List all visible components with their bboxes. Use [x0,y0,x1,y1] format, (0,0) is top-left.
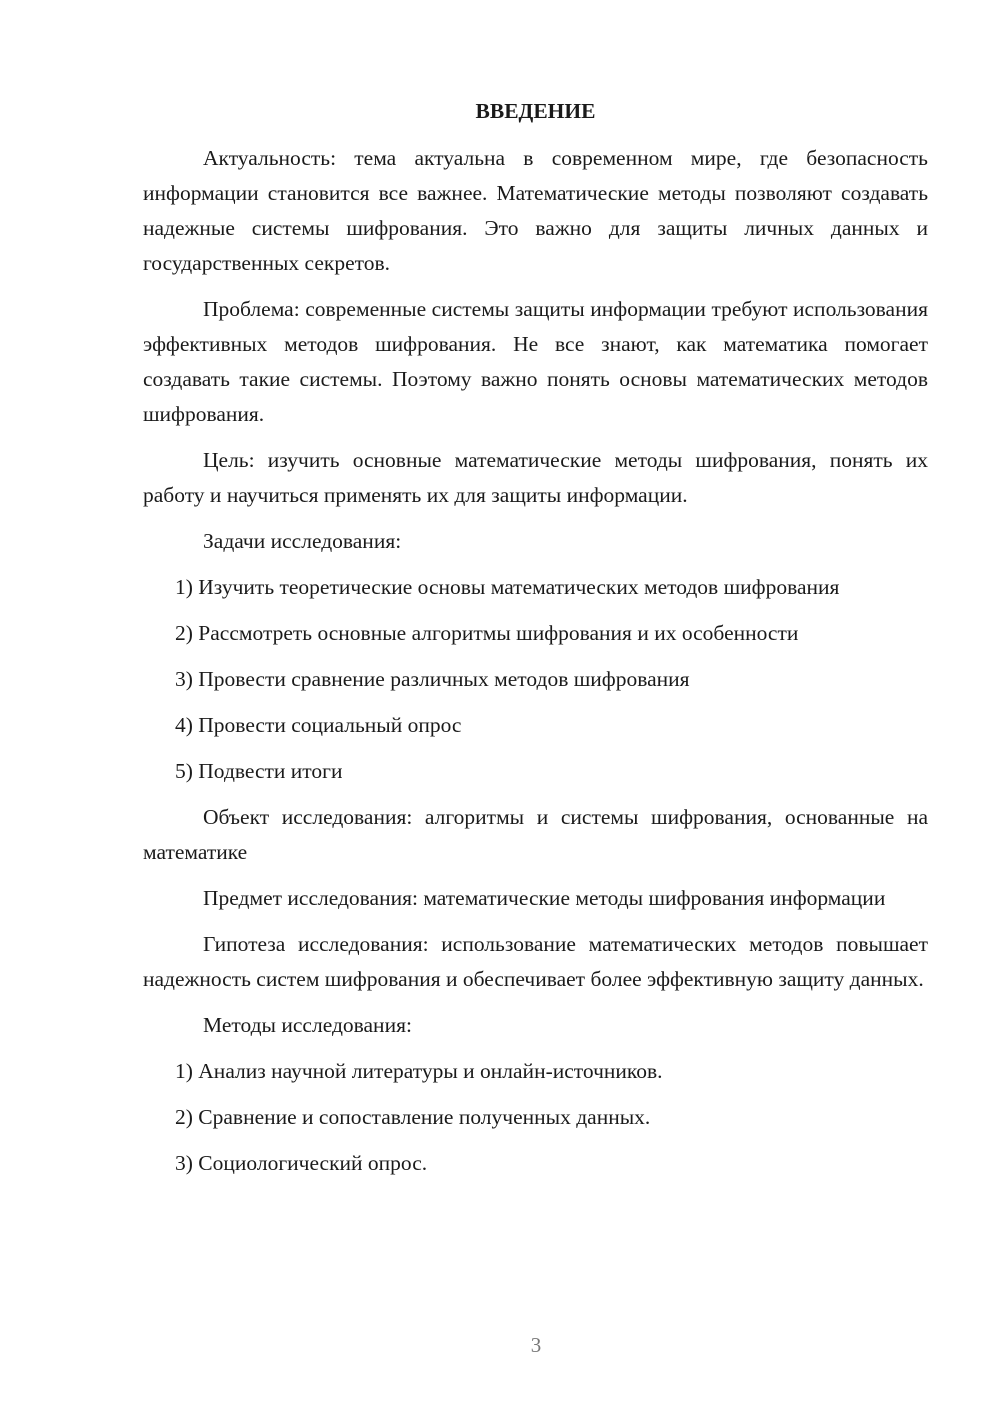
page-number: 3 [530,1333,542,1357]
method-item: 1) Анализ научной литературы и онлайн-источников. [175,1059,663,1083]
task-item: 4) Провести социальный опрос [175,713,462,737]
relevance-paragraph: Актуальность: тема актуальна в современном мире, где безопасность информации становится все важнее. Математические методы позволяют создавать надежные системы шифрования. Это важно для защиты личных данных и государственных секретов. [143,146,928,275]
task-item: 5) Подвести итоги [175,759,343,783]
goal-paragraph: Цель: изучить основные математические методы шифрования, понять их работу и научиться применять их для защиты информации. [143,448,928,507]
methods-heading: Методы исследования: [203,1013,412,1037]
task-item: 2) Рассмотреть основные алгоритмы шифрования и их особенности [175,621,799,645]
subject-paragraph: Предмет исследования: математические методы шифрования информации [203,886,886,910]
hypothesis-paragraph: Гипотеза исследования: использование математических методов повышает надежность систем шифрования и обеспечивает более эффективную защиту данных. [143,932,928,991]
problem-paragraph: Проблема: современные системы защиты информации требуют использования эффективных методов шифрования. Не все знают, как математика помогает создавать такие системы. Поэтому важно понять основы математических методов шифрования. [143,297,928,426]
object-paragraph: Объект исследования: алгоритмы и системы шифрования, основанные на математике [143,805,928,864]
document-page [143,96,928,1192]
section-title: ВВЕДЕНИЕ [475,99,596,123]
method-item: 3) Социологический опрос. [175,1151,428,1175]
method-item: 2) Сравнение и сопоставление полученных данных. [175,1105,651,1129]
task-item: 1) Изучить теоретические основы математических методов шифрования [175,575,840,599]
tasks-heading: Задачи исследования: [203,529,402,553]
task-item: 3) Провести сравнение различных методов шифрования [175,667,690,691]
